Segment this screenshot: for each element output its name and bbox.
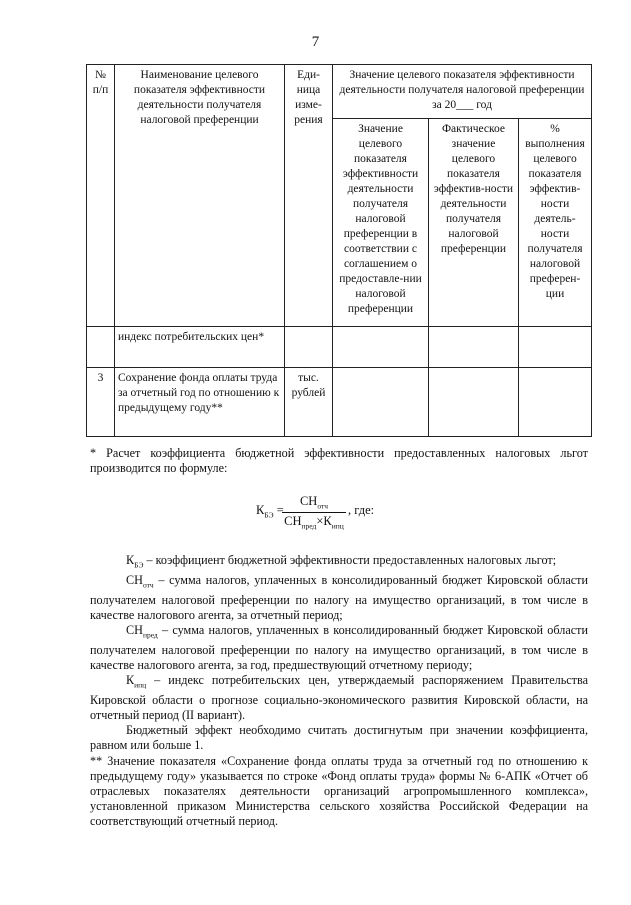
formula-intro: * Расчет коэффициента бюджетной эффективности предоставленных налоговых льгот производится по формуле: <box>90 446 588 476</box>
row-unit <box>285 327 333 368</box>
formula-denominator: $СН_{пред}\times К_{ипц}$ <box>284 513 344 530</box>
row-target <box>333 368 429 437</box>
table-row <box>87 327 592 368</box>
header-unit: Еди-ница изме-рения <box>285 65 333 327</box>
row-unit: тыс. рублей <box>285 368 333 437</box>
header-actual-value: Фактическое значение целевого показателя эффектив-ности деятельности получателя налоговой преференции <box>429 119 519 327</box>
formula-numerator: $СН_{отч}$ <box>282 494 346 513</box>
row-actual <box>429 327 519 368</box>
def-sn-pred: $СН_{пред}$ – сумма налогов, уплаченных в консолидированный бюджет Кировской области получателем налоговой преференции по налогу на имущество организаций, в том числе в качестве налогового агента, за год, предшествующий отчетному периоду; <box>90 623 588 672</box>
row-num: 3 <box>87 368 115 437</box>
table-header-row <box>87 65 592 119</box>
formula <box>256 494 426 530</box>
row-name: Сохранение фонда оплаты труда за отчетный год по отношению к предыдущему году** <box>115 368 285 437</box>
effect-note: Бюджетный эффект необходимо считать достигнутым при значении коэффициента, равном или больше 1. <box>90 723 588 753</box>
row-percent <box>519 327 592 368</box>
header-target-value: Значение целевого показателя эффективности деятельности получателя налоговой преференции в соответствии с соглашением о предоставле-нии налоговой преференции <box>333 119 429 327</box>
row-name: индекс потребительских цен* <box>115 327 285 368</box>
table-row <box>87 368 592 437</box>
row-actual <box>429 368 519 437</box>
header-value-group: Значение целевого показателя эффективности деятельности получателя налоговой преференции за 20___ год <box>333 65 592 119</box>
formula-tail: , где: <box>348 503 375 517</box>
row-percent <box>519 368 592 437</box>
row-target <box>333 327 429 368</box>
formula-lhs: $К_{БЭ}$ = <box>256 503 284 520</box>
formula-fraction <box>282 494 346 530</box>
header-num: № п/п <box>87 65 115 327</box>
def-k-be: $К_{БЭ}$ – коэффициент бюджетной эффективности предоставленных налоговых льгот; <box>126 553 557 570</box>
def-k-ipc: $К_{ипц}$ – индекс потребительских цен, утверждаемый распоряжением Правительства Кировской области о прогнозе социально-экономического развития Кировской области, на отчетный период (II вариант). <box>90 673 588 722</box>
indicators-table <box>86 64 592 437</box>
footnote-2: ** Значение показателя «Сохранение фонда оплаты труда за отчетный год по отношению к предыдущему году» указывается по строке «Фонд оплаты труда» формы № 6-АПК «Отчет об отраслевых показателях деятельности организаций агропромышленного комплекса», установленной приказом Министерства сельского хозяйства Российской Федерации на соответствующий отчетный период. <box>90 753 588 829</box>
def-sn-otch: $СН_{отч}$ – сумма налогов, уплаченных в консолидированный бюджет Кировской области получателем налоговой преференции по налогу на имущество организаций, в том числе в качестве налогового агента, за отчетный период; <box>90 573 588 622</box>
page-number: 7 <box>311 34 320 50</box>
row-num <box>87 327 115 368</box>
header-name: Наименование целевого показателя эффективности деятельности получателя налоговой преференции <box>115 65 285 327</box>
header-percent: % выполнения целевого показателя эффектив-ности деятель-ности получателя налоговой преферен-ции <box>519 119 592 327</box>
